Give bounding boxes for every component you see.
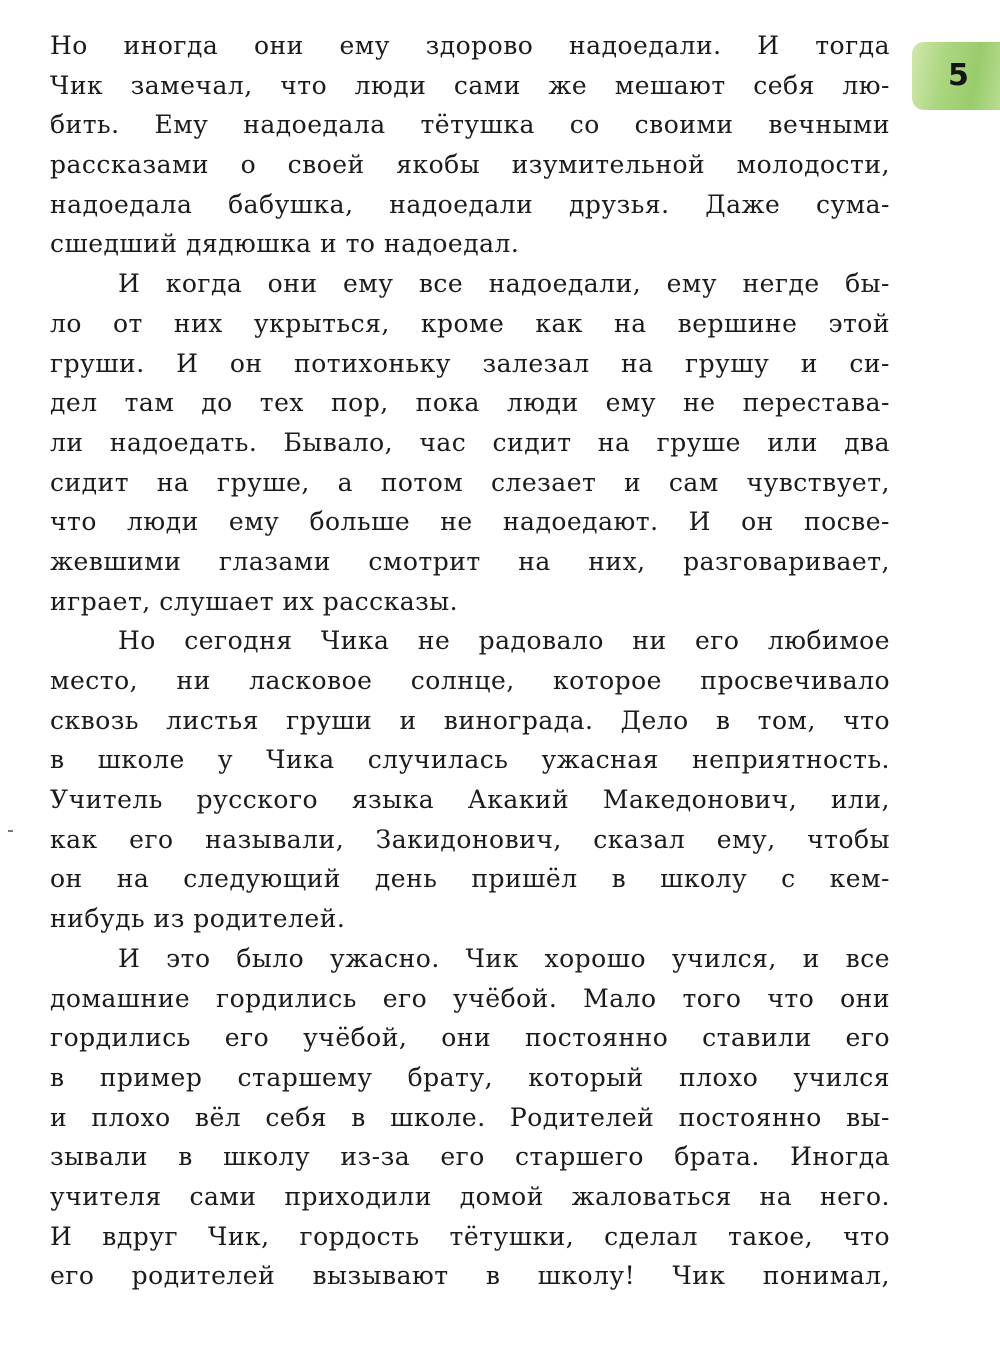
text-line: он на следующий день пришёл в школу с кем-	[50, 864, 890, 894]
text-line: бить. Ему надоедала тётушка со своими вечными	[50, 110, 890, 140]
body-text	[50, 26, 890, 1296]
text-line: зывали в школу из-за его старшего брата. Иногда	[50, 1142, 890, 1172]
paragraph-start-line: Но сегодня Чика не радовало ни его любимое	[118, 626, 890, 656]
text-line: домашние гордились его учёбой. Мало того что они	[50, 983, 890, 1013]
text-line: жевшими глазами смотрит на них, разговаривает,	[50, 546, 890, 576]
text-line: ло от них укрыться, кроме как на вершине этой	[50, 308, 890, 338]
paragraph-start-line: И когда они ему все надоедали, ему негде бы-	[118, 269, 890, 299]
paragraph-start-line: И это было ужасно. Чик хорошо учился, и все	[118, 943, 890, 973]
text-line: его родителей вызывают в школу! Чик понимал,	[50, 1261, 890, 1291]
text-line: ли надоедать. Бывало, час сидит на груше или два	[50, 427, 890, 457]
text-line: дел там до тех пор, пока люди ему не перестава-	[50, 388, 890, 418]
text-line: Но иногда они ему здорово надоедали. И тогда	[50, 31, 890, 60]
page-tab-number: 5	[948, 58, 969, 93]
text-line: место, ни ласковое солнце, которое просвечивало	[50, 666, 890, 695]
text-line: как его называли, Закидонович, сказал ему, чтобы	[50, 824, 890, 854]
text-line: в школе у Чика случилась ужасная неприятность.	[50, 745, 890, 775]
text-line: нибудь из родителей.	[50, 904, 346, 934]
text-line: Учитель русского языка Акакий Македонович, или,	[50, 785, 890, 815]
text-line: Чик замечал, что люди сами же мешают себя лю-	[50, 70, 890, 100]
text-line: И вдруг Чик, гордость тётушки, сделал такое, что	[50, 1221, 890, 1251]
text-line: и плохо вёл себя в школе. Родителей постоянно вы-	[50, 1102, 890, 1132]
margin-speck	[8, 830, 13, 832]
text-line: что люди ему больше не надоедают. И он посве-	[50, 507, 890, 537]
text-line: играет, слушает их рассказы.	[50, 586, 459, 616]
text-line: учителя сами приходили домой жаловаться на него.	[50, 1181, 890, 1211]
text-line: груши. И он потихоньку залезал на грушу и си-	[50, 348, 890, 378]
text-line: гордились его учёбой, они постоянно ставили его	[50, 1023, 890, 1053]
text-line: сидит на груше, а потом слезает и сам чувствует,	[50, 467, 890, 497]
text-line: сквозь листья груши и винограда. Дело в том, что	[50, 705, 890, 735]
text-line: надоедала бабушка, надоедали друзья. Даже сума-	[50, 189, 890, 219]
text-line: рассказами о своей якобы изумительной молодости,	[50, 150, 890, 180]
text-line: в пример старшему брату, который плохо учился	[50, 1062, 890, 1092]
text-line: сшедший дядюшка и то надоедал.	[50, 229, 520, 259]
